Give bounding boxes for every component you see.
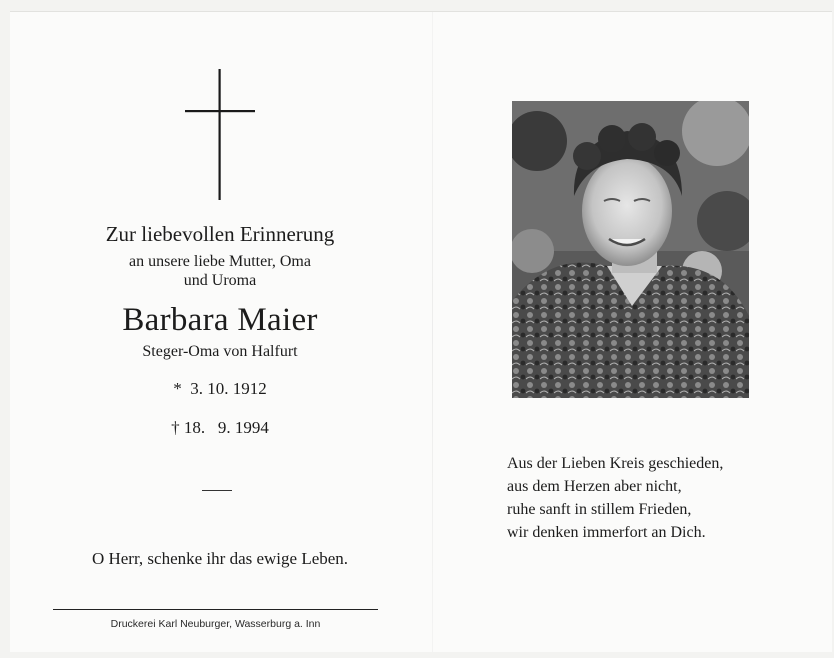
card-fold bbox=[432, 12, 433, 652]
poem-line: Aus der Lieben Kreis geschieden, bbox=[507, 455, 724, 472]
printer-credit: Druckerei Karl Neuburger, Wasserburg a. Inn bbox=[110, 618, 321, 630]
poem bbox=[507, 452, 723, 544]
memorial-card bbox=[10, 11, 832, 652]
poem-line: wir denken immerfort an Dich. bbox=[507, 524, 706, 541]
portrait-photo bbox=[512, 101, 749, 398]
prayer-text: O Herr, schenke ihr das ewige Leben. bbox=[91, 549, 349, 568]
dedication-line-1: an unsere liebe Mutter, Oma bbox=[129, 253, 311, 270]
birth-date: * 3. 10. 1912 bbox=[173, 379, 267, 398]
poem-line: aus dem Herzen aber nicht, bbox=[507, 478, 682, 495]
dedication-line-2: und Uroma bbox=[183, 272, 257, 289]
cross-icon bbox=[185, 69, 255, 200]
death-date: † 18. 9. 1994 bbox=[171, 418, 269, 437]
divider-dash bbox=[202, 490, 232, 491]
footer-rule bbox=[53, 609, 378, 610]
poem-line: ruhe sanft in stillem Frieden, bbox=[507, 501, 692, 518]
intro-text: Zur liebevollen Erinnerung bbox=[105, 222, 335, 246]
deceased-nickname: Steger-Oma von Halfurt bbox=[142, 343, 298, 360]
deceased-name: Barbara Maier bbox=[122, 302, 318, 338]
